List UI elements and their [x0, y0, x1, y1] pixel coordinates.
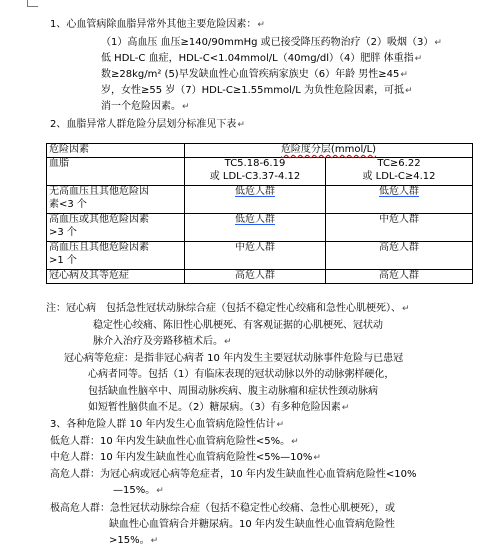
risk-very-high-line-1: 极高危人群：急性冠状动脉综合症（包括不稳定性心绞痛、急性心肌梗死），或: [50, 503, 395, 514]
table-cell-col1: 低危人群: [185, 186, 326, 214]
table-header-factor: 危险因素: [47, 144, 185, 158]
paragraph-mark-icon: ↵: [276, 420, 284, 430]
risk-stratification-table: [46, 143, 473, 284]
paragraph-mark-icon: ↵: [405, 86, 413, 96]
paragraph-mark-icon: ↵: [182, 102, 190, 112]
table-cell-col2: 中危人群: [326, 214, 473, 242]
table-row-factor: 无高血压且其他危险因 素<3 个: [47, 186, 185, 214]
table-cell-col1: 高危人群: [185, 270, 326, 284]
section-1-title: 1、心血管病除血脂异常外其他主要危险因素：↵: [50, 19, 265, 30]
paragraph-mark-icon: ↵: [313, 453, 321, 463]
paragraph-mark-icon: ↵: [402, 304, 410, 314]
risk-very-high-line-3: >15%。↵: [109, 535, 159, 546]
table-row-factor: 高血压或其他危险因素 >3 个: [47, 214, 185, 242]
table-cell-col2: 高危人群: [326, 270, 473, 284]
table-cell-col2: 高危人群: [326, 242, 473, 270]
note-2-line-2: 心病者同等。包括（1）有临床表现的冠状动脉以外的动脉粥样硬化，: [88, 369, 395, 380]
table-row: [47, 214, 473, 242]
section-1-line-4: 岁，女性≥55 岁（7）HDL-C≥1.55mmol/L 为负性危险因素，可抵↵: [101, 85, 413, 96]
risk-low-line: 低危人群：10 年内发生缺血性心血管病危险性<5%。↵: [50, 436, 299, 447]
paragraph-mark-icon: ↵: [400, 70, 408, 80]
risk-high-line-1: 高危人群：为冠心病或冠心病等危症者，10 年内发生缺血性心血管病危险性<10%: [50, 469, 417, 480]
note-1-line-2: 稳定性心绞痛、陈旧性心肌梗死、有客观证据的心肌梗死、冠状动: [93, 320, 383, 331]
risk-high-line-2: —15%。↵: [113, 485, 164, 496]
paragraph-mark-icon: ↵: [150, 536, 159, 546]
document-corner-mark: [27, 0, 38, 7]
table-subheader-col1: TC5.18-6.19 或 LDL-C3.37-4.12: [185, 158, 326, 186]
note-1-line-1: 注：冠心病 包括急性冠状动脉综合症（包括不稳定性心绞痛和急性心肌梗死）、↵: [46, 303, 410, 314]
paragraph-mark-icon: ↵: [224, 337, 232, 347]
table-row: [47, 242, 473, 270]
risk-very-high-line-2: 缺血性心血管病合并糖尿病。10 年内发生缺血性心血管病危险性: [109, 519, 395, 530]
note-2-line-4: 如短暂性脑供血不足。（2）糖尿病。（3）有多种危险因素↵: [88, 402, 350, 413]
section-1-line-3: 数≥28kg/m² (5)早发缺血性心血管疾病家族史（6）年龄 男性≥45↵: [101, 69, 408, 80]
table-header-level: 危险度分层(mmol/L): [185, 144, 473, 158]
table-row-factor: 高血压且其他危险因素 >1 个: [47, 242, 185, 270]
paragraph-mark-icon: ↵: [156, 486, 164, 496]
risk-mid-line: 中危人群：10 年内发生缺血性心血管病危险性<5%—10%↵: [50, 452, 321, 463]
paragraph-mark-icon: ↵: [257, 20, 265, 30]
paragraph-mark-icon: ↵: [414, 54, 423, 64]
paragraph-mark-icon: ↵: [341, 403, 350, 413]
table-subheader-label: 血脂: [47, 158, 185, 186]
note-2-line-1: 冠心病等危症：是指非冠心病者 10 年内发生主要冠状动脉事件危险与已患冠: [64, 353, 404, 364]
table-row-factor: 冠心病及其等危症: [47, 270, 185, 284]
paragraph-mark-icon: ↵: [237, 120, 245, 130]
section-1-line-1: （1）高血压 血压≥140/90mmHg 或已接受降压药物治疗（2）吸烟（3）↵: [101, 37, 442, 48]
table-header-row: [47, 144, 473, 158]
note-2-line-3: 包括缺血性脑卒中、周围动脉疾病、腹主动脉瘤和症状性颈动脉病: [88, 386, 378, 397]
note-1-line-3: 脉介入治疗及旁路移植术后。↵: [93, 336, 232, 347]
section-2-title: 2、血脂异常人群危险分层划分标准见下表↵: [50, 119, 245, 130]
paragraph-mark-icon: ↵: [434, 38, 442, 48]
paragraph-mark-icon: ↵: [291, 437, 299, 447]
table-cell-col2: 低危人群: [326, 186, 473, 214]
table-cell-col1: 中危人群: [185, 242, 326, 270]
section-1-line-5: 消一个危险因素。↵: [101, 101, 190, 112]
section-1-line-2: 低 HDL-C 血症，HDL-C<1.04mmol/L（40mg/dl）（4）肥胖 体重指↵: [101, 53, 423, 64]
table-subheader-col2: TC≥6.22 或 LDL-C≥4.12: [326, 158, 473, 186]
table-subheader-row: [47, 158, 473, 186]
table-row: [47, 186, 473, 214]
table-cell-col1: 低危人群: [185, 214, 326, 242]
section-3-title: 3、各种危险人群 10 年内发生心血管病危险性估计↵: [50, 419, 284, 430]
table-row: [47, 270, 473, 284]
